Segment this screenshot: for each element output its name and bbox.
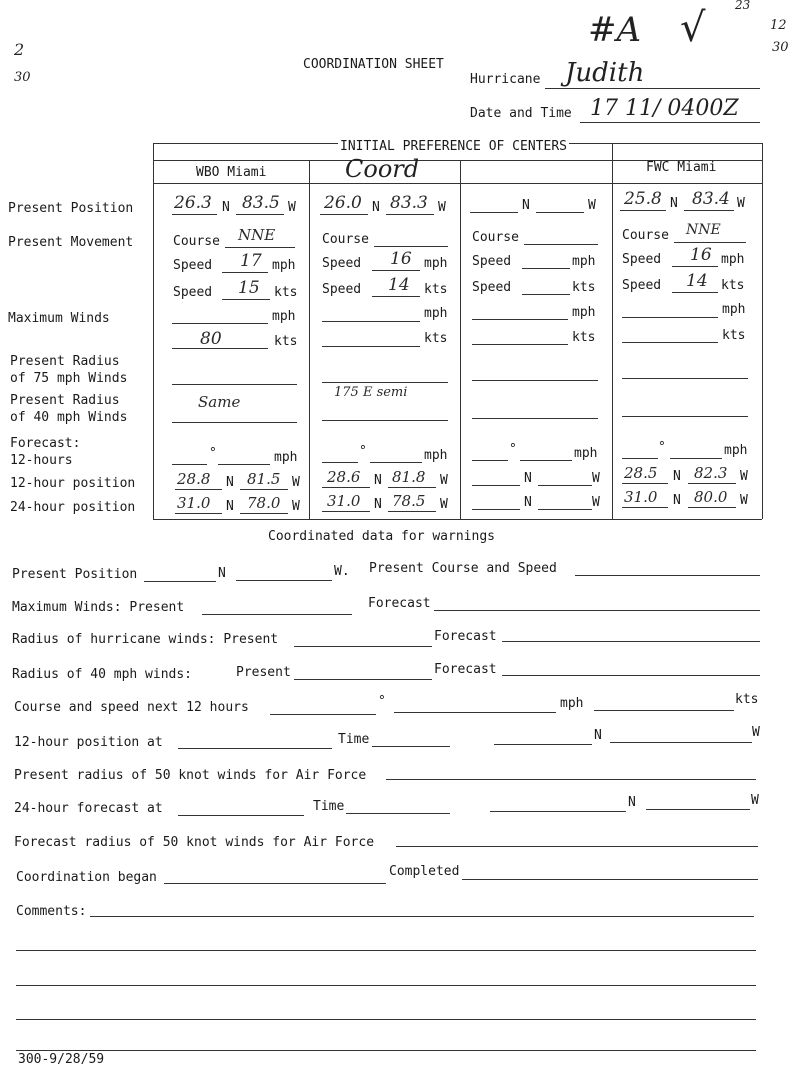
warn-present-position-w: W. [334,564,350,579]
fwc-pos12-w: 82.3 [694,464,728,482]
col3-speed-kts-label: Speed [472,280,512,295]
wbo-course-line [225,247,295,248]
warn-present-position-n: N [218,566,226,581]
warn-present-course-label: Present Course and Speed [369,561,557,576]
warn-forecast24-time-line [346,813,450,814]
margin-note-right: 12 [770,18,787,33]
fwc-kts-unit: kts [721,278,745,293]
col3-pos24-w-line [538,509,592,510]
col3-speed-kts-line [522,294,570,295]
fwc-n-unit: N [670,196,678,211]
warn-forecast24-w-line [646,809,750,810]
datetime-line [580,122,760,123]
col3-max-kts-line [472,344,568,345]
warn-max-winds-forecast-label: Forecast [368,596,431,611]
wbo-course-value: NNE [238,226,276,244]
fwc-max-kts-line [622,342,718,343]
coord-fc-mph-line [370,462,422,463]
fwc-pos-n-line [620,210,666,211]
warn-course-line [270,714,376,715]
fwc-course-line [674,242,746,243]
coord-pos12-w-unit: W [440,473,448,488]
checkmark-icon: √ [680,5,706,51]
wbo-speed-mph-value: 17 [240,251,262,271]
fwc-pos24-n-unit: N [673,493,681,508]
fwc-speed-kts-value: 14 [686,271,708,291]
table-left-border [153,143,154,519]
warn-comments-label: Comments: [16,904,87,919]
col-header-coord: Coord [345,155,420,183]
warn-pos12-label: 12-hour position at [14,735,163,750]
coord-pos-w: 83.3 [390,193,428,213]
row-label-24-hour-position: 24-hour position [10,500,136,515]
margin-note-right-2: 30 [772,40,789,55]
wbo-radius75-line [172,384,297,385]
warn-forecast24-w-unit: W [751,793,759,808]
warn-radius-hurricane-line [294,646,432,647]
initial-section-title: INITIAL PREFERENCE OF CENTERS [340,139,567,154]
col-header-fwc: FWC Miami [646,160,717,175]
fwc-pos12-n-unit: N [673,469,681,484]
col3-kts-unit: kts [572,280,596,295]
coord-pos-n: 26.0 [324,193,362,213]
warn-forecast24-n-line [490,811,626,812]
margin-note-left-2: 30 [14,70,31,85]
wbo-radius40-value: Same [198,393,241,411]
warn-forecast24-n-unit: N [628,795,636,810]
wbo-course-label: Course [173,234,220,249]
fwc-fc-mph-unit: mph [724,443,748,458]
fwc-pos24-n-line [622,507,668,508]
warn-course-deg: ° [378,694,386,709]
col3-pos12-n-unit: N [524,471,532,486]
fwc-course-label: Course [622,228,669,243]
wbo-pos12-w-line [240,489,288,490]
coord-pos-n-line [320,214,368,215]
warn-speed-mph-line [394,712,556,713]
coord-pos24-w-unit: W [440,497,448,512]
col3-fc-deg: ° [509,442,517,457]
wbo-pos12-w: 81.5 [247,470,281,488]
warn-completed-line [462,879,758,880]
warn-comments-line-3 [16,985,756,986]
wbo-pos12-w-unit: W [292,475,300,490]
warn-forecast24-label: 24-hour forecast at [14,801,163,816]
wbo-pos24-n-unit: N [226,499,234,514]
warn-comments-line-5 [16,1050,756,1051]
fwc-pos12-w-line [688,483,736,484]
table-col-divider-3 [612,143,613,519]
warn-max-winds-label: Maximum Winds: Present [12,600,185,615]
margin-note-top: 23 [735,0,751,12]
wbo-fc-mph-line [218,464,270,465]
coord-radius75-line [322,382,448,383]
fwc-pos12-n: 28.5 [624,464,658,482]
warn-max-winds-forecast-line [434,610,760,611]
fwc-pos24-w: 80.0 [694,488,728,506]
coord-pos12-w: 81.8 [392,468,426,486]
warnings-section-title: Coordinated data for warnings [268,529,495,544]
warn-radius-hurricane-label: Radius of hurricane winds: Present [12,632,279,647]
coord-fc-deg-line [322,462,358,463]
fwc-speed-kts-line [672,292,718,293]
warn-pos12-time-label: Time [338,732,370,747]
row-label-maximum-winds: Maximum Winds [8,311,110,326]
coord-max-kts-unit: kts [424,331,448,346]
fwc-speed-mph-value: 16 [690,245,712,265]
coord-pos24-n-line [322,511,370,512]
fwc-speed-kts-label: Speed [622,278,662,293]
wbo-pos24-n-line [175,513,222,514]
col3-pos12-w-unit: W [592,471,600,486]
warn-radius40-line [294,679,432,680]
wbo-fc-mph-unit: mph [274,450,298,465]
fwc-radius75-line [622,378,748,379]
warn-pos12-w-unit: W [752,725,760,740]
warn-radius40-forecast-line [502,675,760,676]
coord-speed-kts-line [372,296,420,297]
wbo-max-mph-line [172,323,268,324]
warn-speed-kts-unit: kts [735,692,759,707]
row-label-radius40: Present Radius of 40 mph Winds [10,393,128,425]
warn-course-speed-label: Course and speed next 12 hours [14,700,249,715]
col3-pos-w-line [536,212,584,213]
wbo-pos24-w: 78.0 [247,494,281,512]
wbo-pos-n: 26.3 [174,193,212,213]
coord-mph-unit: mph [424,256,448,271]
wbo-speed-kts-line [222,299,270,300]
fwc-max-mph-unit: mph [722,302,746,317]
warn-coord-began-label: Coordination began [16,870,157,885]
coord-w-unit: W [438,200,446,215]
col3-max-kts-unit: kts [572,330,596,345]
col3-pos-n-line [470,212,518,213]
wbo-speed-mph-label: Speed [173,258,213,273]
warn-comments-line-4 [16,1019,756,1020]
fwc-speed-mph-line [672,266,718,267]
fwc-pos24-w-unit: W [740,493,748,508]
wbo-speed-kts-label: Speed [173,285,213,300]
wbo-pos24-n: 31.0 [177,494,211,512]
warn-present-position-n-line [144,581,216,582]
row-label-radius75: Present Radius of 75 mph Winds [10,354,128,386]
margin-note-left: 2 [14,40,25,59]
fwc-speed-mph-label: Speed [622,252,662,267]
wbo-pos12-n-unit: N [226,475,234,490]
hurricane-label: Hurricane [470,72,541,87]
coord-pos12-n: 28.6 [327,468,361,486]
wbo-pos-n-line [172,214,217,215]
fwc-pos-n: 25.8 [624,189,662,209]
table-col-divider-2 [460,160,461,519]
coord-speed-mph-value: 16 [390,249,412,269]
coord-pos24-w-line [388,511,436,512]
col3-max-mph-line [472,319,568,320]
warn-present-course-line [575,575,760,576]
wbo-fc-deg-line [172,464,207,465]
warn-radius40-present-label: Present [236,665,291,680]
warn-forecast24-time-label: Time [313,799,345,814]
warn-present-position-w-line [236,580,332,581]
col3-pos24-w-unit: W [592,495,600,510]
coord-pos12-w-line [388,487,436,488]
fwc-pos-w: 83.4 [692,189,730,209]
wbo-pos12-n: 28.8 [177,470,211,488]
wbo-fc-deg: ° [209,446,217,461]
wbo-pos-w: 83.5 [242,193,280,213]
warn-pos12-time-line [372,746,450,747]
table-right-border [762,143,763,519]
coord-pos12-n-line [322,487,370,488]
col3-course-label: Course [472,230,519,245]
coord-speed-kts-label: Speed [322,282,362,297]
col3-speed-mph-line [522,268,570,269]
wbo-w-unit: W [288,200,296,215]
coord-fc-deg: ° [359,444,367,459]
wbo-pos24-w-unit: W [292,499,300,514]
form-code: 300-9/28/59 [18,1052,105,1067]
fwc-fc-deg: ° [658,440,666,455]
coord-pos24-n-unit: N [374,497,382,512]
warn-radius50-forecast-label: Forecast radius of 50 knot winds for Air Force [14,835,375,850]
fwc-max-mph-line [622,317,718,318]
warn-forecast24-at-line [178,815,304,816]
wbo-max-kts-unit: kts [274,334,298,349]
datetime-label: Date and Time [470,106,572,121]
col3-radius75-line [472,380,598,381]
fwc-pos-w-line [684,210,734,211]
col3-fc-mph-line [520,460,572,461]
col3-pos24-n-line [472,509,520,510]
coord-speed-kts-value: 14 [388,275,410,295]
coord-course-line [374,246,448,247]
warn-comments-line-2 [16,950,756,951]
fwc-pos24-w-line [688,507,736,508]
row-label-present-position: Present Position [8,201,134,216]
warn-pos12-at-line [178,748,332,749]
wbo-n-unit: N [222,200,230,215]
coord-pos24-n: 31.0 [327,492,361,510]
fwc-mph-unit: mph [721,252,745,267]
table-subheader-border [153,183,762,184]
fwc-pos12-n-line [622,483,668,484]
coord-n-unit: N [372,200,380,215]
coord-pos24-w: 78.5 [392,492,426,510]
hurricane-name-line [545,88,760,89]
warn-radius-hurricane-forecast-label: Forecast [434,629,497,644]
warn-max-winds-line [202,614,352,615]
wbo-kts-unit: kts [274,285,298,300]
coord-course-label: Course [322,232,369,247]
col3-mph-unit: mph [572,254,596,269]
warn-pos12-n-unit: N [594,728,602,743]
col3-fc-deg-line [472,460,508,461]
warn-comments-line-1 [90,916,754,917]
col3-radius40-line [472,418,598,419]
fwc-fc-mph-line [670,458,722,459]
warn-completed-label: Completed [389,864,460,879]
fwc-pos24-n: 31.0 [624,488,658,506]
warn-radius50-forecast-line [396,846,758,847]
warn-radius40-label: Radius of 40 mph winds: [12,667,193,682]
wbo-radius40-line [172,422,297,423]
wbo-pos24-w-line [240,513,288,514]
fwc-max-kts-unit: kts [722,328,746,343]
coord-max-mph-unit: mph [424,306,448,321]
initials-signature: #A [588,10,642,50]
coord-pos-w-line [386,214,434,215]
wbo-mph-unit: mph [272,258,296,273]
wbo-speed-kts-value: 15 [238,278,260,298]
fwc-w-unit: W [737,196,745,211]
wbo-speed-mph-line [222,272,268,273]
datetime-value: 17 11/ 0400Z [590,96,739,121]
col3-course-line [524,244,598,245]
col-header-wbo: WBO Miami [196,165,267,180]
coord-max-mph-line [322,321,420,322]
col3-pos12-w-line [538,485,592,486]
warn-radius50-present-label: Present radius of 50 knot winds for Air Force [14,768,367,783]
coord-radius40-value: 175 E semi [334,385,408,400]
coord-radius40-line [322,420,448,421]
warn-radius40-forecast-label: Forecast [434,662,497,677]
wbo-pos-w-line [236,214,284,215]
coord-pos12-n-unit: N [374,473,382,488]
row-label-12-hour-position: 12-hour position [10,476,136,491]
warn-pos12-w-line [610,742,752,743]
wbo-max-mph-unit: mph [272,309,296,324]
col3-pos24-n-unit: N [524,495,532,510]
page-title: COORDINATION SHEET [303,57,444,72]
coord-kts-unit: kts [424,282,448,297]
col3-fc-mph-unit: mph [574,446,598,461]
col3-max-mph-unit: mph [572,305,596,320]
fwc-pos12-w-unit: W [740,469,748,484]
warn-radius50-present-line [386,779,756,780]
warn-radius-hurricane-forecast-line [502,641,760,642]
warn-speed-mph-unit: mph [560,696,584,711]
coord-max-kts-line [322,346,420,347]
warn-pos12-n-line [494,744,592,745]
fwc-course-value: NNE [686,222,721,238]
col3-w-unit: W [588,198,596,213]
col3-speed-mph-label: Speed [472,254,512,269]
hurricane-name-value: Judith [565,58,645,88]
coord-speed-mph-line [372,270,420,271]
warn-speed-kts-line [594,710,734,711]
wbo-pos12-n-line [175,489,222,490]
col3-n-unit: N [522,198,530,213]
coord-fc-mph-unit: mph [424,448,448,463]
wbo-max-kts-value: 80 [200,329,222,349]
warn-present-position-label: Present Position [12,567,138,582]
col3-pos12-n-line [472,485,520,486]
table-bottom-border [153,519,762,520]
table-col-divider-1 [309,160,310,519]
row-label-forecast: Forecast: 12-hours [10,436,81,468]
row-label-present-movement: Present Movement [8,235,134,250]
coord-speed-mph-label: Speed [322,256,362,271]
warn-coord-began-line [164,883,386,884]
fwc-radius40-line [622,416,748,417]
fwc-fc-deg-line [622,458,658,459]
